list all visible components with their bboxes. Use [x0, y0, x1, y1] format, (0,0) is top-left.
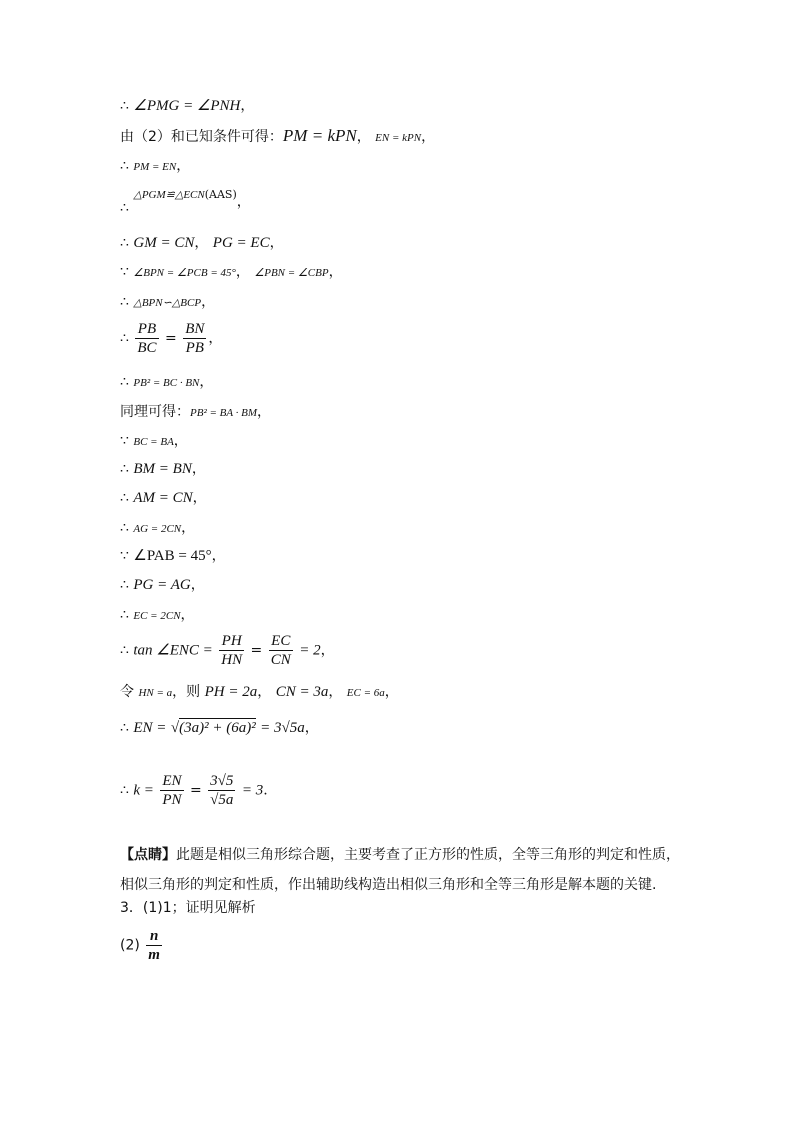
solution-line-19: 令 HN = a，则 PH = 2a， CN = 3a， EC = 6a，	[120, 684, 399, 700]
solution-line-1: ∴ ∠PMG = ∠PNH，	[120, 98, 255, 114]
sqrt-sign: √	[170, 720, 180, 736]
math-expr: PB² = BA · BM	[190, 407, 258, 419]
solution-line-6: ∵ ∠BPN = ∠PCB = 45°， ∠PBN = ∠CBP，	[120, 264, 343, 280]
comment-label: 【点睛】	[120, 847, 176, 863]
solution-line-16: ∴ PG = AG，	[120, 577, 205, 593]
math-expr: ∠PBN = ∠CBP	[254, 267, 329, 279]
math-expr: k =	[133, 782, 154, 799]
solution-line-17: ∴ EC = 2CN，	[120, 607, 195, 623]
solution-line-21: ∴ k = $\frac{EN}{PN}$ = $\frac{3√5}{√5a}$ = 3.	[120, 773, 268, 808]
fraction: $\frac{EC}{CN}$	[270, 633, 291, 668]
solution-line-8: ∴ $\frac{PB}{BC}$ = $\frac{BN}{PB}$ ，	[120, 321, 223, 356]
math-expr: PG = AG	[133, 577, 191, 593]
math-expr: PM = EN	[133, 161, 177, 173]
solution-line-20: ∴ EN = √(3a)² + (6a)² = 3√5a，	[120, 720, 319, 736]
solution-line-14: ∴ AG = 2CN，	[120, 520, 196, 536]
fraction: $\frac{3√5}{√5a}$	[210, 773, 234, 808]
solution-line-9: ∴ PB² = BC · BN，	[120, 374, 214, 390]
solution-line-13: ∴ AM = CN，	[120, 490, 207, 506]
fraction: $\frac{BN}{PB}$	[185, 321, 205, 356]
fraction: $\frac{n}{m}$	[148, 928, 160, 963]
math-expr: BC = BA	[133, 436, 174, 448]
math-expr: PG = EC	[212, 235, 270, 251]
solution-line-5: ∴ GM = CN， PG = EC，	[120, 235, 284, 251]
math-expr: ∠BPN = ∠PCB = 45°	[133, 267, 236, 279]
math-expr: ∠PAB = 45°	[133, 548, 212, 564]
comment-paragraph: 【点睛】此题是相似三角形综合题，主要考查了正方形的性质，全等三角形的判定和性质， 相似三角形的判定和性质，作出辅助线构造出相似三角形和全等三角形是解本题的关键.	[120, 847, 680, 893]
math-expr: △PGM≌△ECN	[133, 189, 205, 201]
math-expr: EN = kPN	[375, 132, 422, 144]
math-expr: tan ∠ENC =	[133, 642, 213, 659]
math-expr: PH = 2a	[204, 684, 258, 700]
solution-line-2: 由（2）和已知条件可得：PM = kPN， EN = kPN，	[120, 126, 436, 145]
solution-line-12: ∴ BM = BN，	[120, 461, 206, 477]
solution-line-3: ∴ PM = EN，	[120, 158, 191, 174]
solution-line-11: ∵ BC = BA，	[120, 433, 188, 449]
math-expr: PM = kPN	[282, 126, 357, 145]
solution-line-15: ∵ ∠PAB = 45°，	[120, 548, 226, 564]
math-expr: ∠PMG = ∠PNH	[133, 98, 241, 114]
math-expr: EC = 2CN	[133, 610, 181, 622]
math-expr: BM = BN	[133, 461, 192, 477]
answer-3-part-1: 3．(1)1；证明见解析	[120, 900, 256, 916]
fraction: $\frac{PH}{HN}$	[221, 633, 243, 668]
fraction: $\frac{EN}{PN}$	[162, 773, 182, 808]
math-expr: CN = 3a	[275, 684, 329, 700]
math-expr: AG = 2CN	[133, 523, 182, 535]
math-expr: HN = a	[138, 687, 173, 699]
sqrt-radicand: (3a)² + (6a)²	[179, 720, 256, 736]
math-expr: AM = CN	[133, 490, 193, 506]
math-expr: GM = CN	[133, 235, 195, 251]
math-expr: △BPN∽△BCP	[133, 297, 202, 309]
math-expr: EC = 6a	[346, 687, 385, 699]
answer-3-part-2: (2) $\frac{n}{m}$	[120, 928, 160, 963]
fraction: $\frac{PB}{BC}$	[137, 321, 157, 356]
solution-line-18: ∴ tan ∠ENC = $\frac{PH}{HN}$ = $\frac{EC}{CN}$ = 2，	[120, 633, 335, 668]
solution-line-7: ∴ △BPN∽△BCP，	[120, 294, 216, 310]
solution-line-4: ∴ △PGM≌△ECN(AAS)，	[120, 188, 251, 216]
math-expr: EN =	[133, 720, 167, 736]
math-expr: PB² = BC · BN	[133, 377, 200, 389]
solution-line-10: 同理可得：PB² = BA · BM，	[120, 404, 272, 420]
